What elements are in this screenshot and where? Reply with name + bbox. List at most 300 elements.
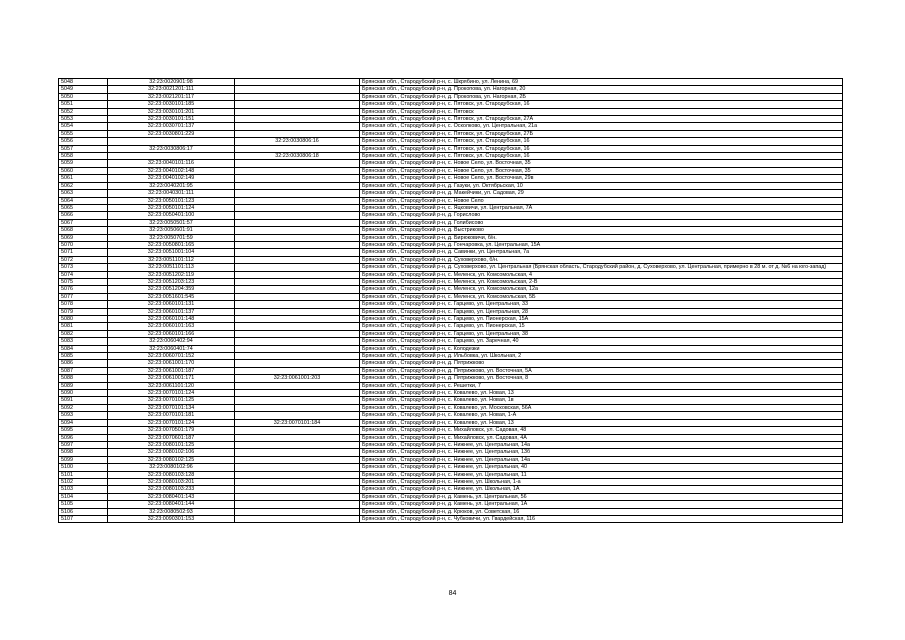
cadastral-number-cell: 32:23:0050801:165 — [108, 241, 235, 248]
table-row — [59, 182, 843, 189]
cadastral-number-cell: 32:23:0051601:545 — [108, 293, 235, 300]
address-cell: Брянская обл., Стародубский р-н, с. Нижнее, ул. Центральная, 13б — [360, 449, 843, 456]
cadastral-number-cell — [108, 138, 235, 145]
address-cell: Брянская обл., Стародубский р-н, с. Гарцево, ул. Центральная, 33 — [360, 301, 843, 308]
related-cadastral-number-cell — [235, 256, 360, 263]
row-number-cell: 5074 — [59, 271, 108, 278]
row-number-cell: 5105 — [59, 501, 108, 508]
address-cell: Брянская обл., Стародубский р-н, д. Горислово — [360, 212, 843, 219]
row-number-cell: 5071 — [59, 249, 108, 256]
cadastral-number-cell: 32:23:0050601:91 — [108, 227, 235, 234]
address-cell: Брянская обл., Стародубский р-н, с. Нижнее, ул. Центральная, 40 — [360, 464, 843, 471]
address-cell: Брянская обл., Стародубский р-н, д. Бирюковичи, б/н. — [360, 234, 843, 241]
row-number-cell: 5101 — [59, 471, 108, 478]
row-number-cell: 5091 — [59, 397, 108, 404]
address-cell: Брянская обл., Стародубский р-н, с. Новое Село, ул. Восточная, 35 — [360, 160, 843, 167]
table-row — [59, 501, 843, 508]
row-number-cell: 5095 — [59, 427, 108, 434]
row-number-cell: 5100 — [59, 464, 108, 471]
row-number-cell: 5086 — [59, 360, 108, 367]
address-cell: Брянская обл., Стародубский р-н, с. Гарцево, ул. Центральная, 28 — [360, 308, 843, 315]
address-cell: Брянская обл., Стародубский р-н, с. Пятовск, ул. Стародубская, 16 — [360, 145, 843, 152]
related-cadastral-number-cell — [235, 508, 360, 515]
cadastral-number-cell: 32:23:0051101:112 — [108, 256, 235, 263]
table-row — [59, 382, 843, 389]
row-number-cell: 5073 — [59, 264, 108, 271]
related-cadastral-number-cell — [235, 219, 360, 226]
cadastral-number-cell: 32:23:0050101:124 — [108, 204, 235, 211]
row-number-cell: 5096 — [59, 434, 108, 441]
address-cell: Брянская обл., Стародубский р-н, с. Меленск, ул. Комсомольская, 2-В — [360, 278, 843, 285]
table-row — [59, 271, 843, 278]
cadastral-number-cell: 32:23:0061001:170 — [108, 360, 235, 367]
row-number-cell: 5097 — [59, 441, 108, 448]
related-cadastral-number-cell — [235, 441, 360, 448]
address-cell: Брянская обл., Стародубский р-н, д. Прокопова, ул. Нагорная, 20 — [360, 86, 843, 93]
table-row — [59, 123, 843, 130]
address-cell: Брянская обл., Стародубский р-н, с. Новое Село, ул. Восточная, 35 — [360, 167, 843, 174]
row-number-cell: 5103 — [59, 486, 108, 493]
row-number-cell: 5061 — [59, 175, 108, 182]
related-cadastral-number-cell — [235, 108, 360, 115]
row-number-cell: 5057 — [59, 145, 108, 152]
table-row — [59, 301, 843, 308]
related-cadastral-number-cell — [235, 464, 360, 471]
row-number-cell: 5084 — [59, 345, 108, 352]
related-cadastral-number-cell — [235, 145, 360, 152]
row-number-cell: 5088 — [59, 375, 108, 382]
related-cadastral-number-cell — [235, 204, 360, 211]
related-cadastral-number-cell — [235, 234, 360, 241]
row-number-cell: 5080 — [59, 316, 108, 323]
table-row — [59, 338, 843, 345]
cadastral-number-cell: 32:23:0080103:201 — [108, 478, 235, 485]
table-row — [59, 190, 843, 197]
cadastral-number-cell: 32:23:0050701:59 — [108, 234, 235, 241]
cadastral-number-cell: 32:23:0061001:171 — [108, 375, 235, 382]
table-row — [59, 219, 843, 226]
row-number-cell: 5062 — [59, 182, 108, 189]
address-cell: Брянская обл., Стародубский р-н, с. Михайловск, ул. Садовая, 48 — [360, 427, 843, 434]
related-cadastral-number-cell — [235, 412, 360, 419]
cadastral-number-cell: 32:23:0080103:233 — [108, 486, 235, 493]
address-cell: Брянская обл., Стародубский р-н, с. Ковалево, ул. Новая, 13 — [360, 419, 843, 426]
related-cadastral-number-cell — [235, 427, 360, 434]
related-cadastral-number-cell — [235, 478, 360, 485]
table-row — [59, 286, 843, 293]
table-row — [59, 93, 843, 100]
table-row — [59, 508, 843, 515]
row-number-cell: 5082 — [59, 330, 108, 337]
related-cadastral-number-cell — [235, 345, 360, 352]
row-number-cell: 5085 — [59, 353, 108, 360]
table-row — [59, 101, 843, 108]
address-cell: Брянская обл., Стародубский р-н, с. Яцковичи, ул. Центральная, 7А — [360, 204, 843, 211]
table-row — [59, 160, 843, 167]
cadastral-number-cell: 32:23:0060402:94 — [108, 338, 235, 345]
table-row — [59, 167, 843, 174]
cadastral-number-cell: 32:23:0030101:151 — [108, 116, 235, 123]
address-cell: Брянская обл., Стародубский р-н, с. Нижнее, ул. Центральная, 14а — [360, 441, 843, 448]
row-number-cell: 5099 — [59, 456, 108, 463]
related-cadastral-number-cell — [235, 353, 360, 360]
row-number-cell: 5050 — [59, 93, 108, 100]
address-cell: Брянская обл., Стародубский р-н, д. Гончаровка, ул. Центральная, 15А — [360, 241, 843, 248]
table-row — [59, 197, 843, 204]
row-number-cell: 5054 — [59, 123, 108, 130]
table-row — [59, 412, 843, 419]
cadastral-number-cell: 32:23:0040301:111 — [108, 190, 235, 197]
related-cadastral-number-cell — [235, 190, 360, 197]
address-cell: Брянская обл., Стародубский р-н, с. Меленск, ул. Комсомольская, 4 — [360, 271, 843, 278]
related-cadastral-number-cell — [235, 338, 360, 345]
cadastral-number-cell: 32:23:0080102:96 — [108, 464, 235, 471]
address-cell: Брянская обл., Стародубский р-н, с. Гарцево, ул. Пионерская, 15 — [360, 323, 843, 330]
row-number-cell: 5083 — [59, 338, 108, 345]
address-cell: Брянская обл., Стародубский р-н, с. Гарцево, ул. Центральная, 38 — [360, 330, 843, 337]
cadastral-number-cell: 32:23:0030101:201 — [108, 108, 235, 115]
row-number-cell: 5078 — [59, 301, 108, 308]
row-number-cell: 5058 — [59, 153, 108, 160]
cadastral-number-cell: 32:23:0080101:125 — [108, 441, 235, 448]
cadastral-number-cell: 32:23:0080502:93 — [108, 508, 235, 515]
related-cadastral-number-cell — [235, 182, 360, 189]
address-cell: Брянская обл., Стародубский р-н, с. Михайловск, ул. Садовая, 4А — [360, 434, 843, 441]
row-number-cell: 5107 — [59, 515, 108, 522]
row-number-cell: 5066 — [59, 212, 108, 219]
row-number-cell: 5076 — [59, 286, 108, 293]
address-cell: Брянская обл., Стародубский р-н, с. Колодезки — [360, 345, 843, 352]
cadastral-number-cell: 32:23:0050501:57 — [108, 219, 235, 226]
row-number-cell: 5065 — [59, 204, 108, 211]
row-number-cell: 5055 — [59, 130, 108, 137]
address-cell: Брянская обл., Стародубский р-н, с. Гарцево, ул. Заречная, 40 — [360, 338, 843, 345]
table-row — [59, 256, 843, 263]
table-row — [59, 367, 843, 374]
table-row — [59, 79, 843, 86]
address-cell: Брянская обл., Стародубский р-н, с. Нижнее, ул. Школьная, 1-а — [360, 478, 843, 485]
table-row — [59, 241, 843, 248]
table-row — [59, 515, 843, 522]
address-cell: Брянская обл., Стародубский р-н, д. Выстриково — [360, 227, 843, 234]
address-cell: Брянская обл., Стародубский р-н, с. Меленск, ул. Комсомольская, 12а — [360, 286, 843, 293]
related-cadastral-number-cell — [235, 79, 360, 86]
row-number-cell: 5093 — [59, 412, 108, 419]
cadastral-number-cell: 32:23:0080401:143 — [108, 493, 235, 500]
related-cadastral-number-cell — [235, 293, 360, 300]
related-cadastral-number-cell — [235, 116, 360, 123]
address-cell: Брянская обл., Стародубский р-н, д. Камень, ул. Центральная, 56 — [360, 493, 843, 500]
related-cadastral-number-cell: 32:23:0030806:18 — [235, 153, 360, 160]
related-cadastral-number-cell — [235, 360, 360, 367]
cadastral-number-cell: 32:23:0080102:125 — [108, 456, 235, 463]
table-row — [59, 471, 843, 478]
related-cadastral-number-cell — [235, 367, 360, 374]
table-row — [59, 323, 843, 330]
address-cell: Брянская обл., Стародубский р-н, д. Крюков, ул. Советская, 16 — [360, 508, 843, 515]
table-row — [59, 175, 843, 182]
related-cadastral-number-cell — [235, 456, 360, 463]
table-row — [59, 330, 843, 337]
cadastral-number-cell: 32:23:0060101:163 — [108, 323, 235, 330]
related-cadastral-number-cell — [235, 271, 360, 278]
table-row — [59, 108, 843, 115]
row-number-cell: 5106 — [59, 508, 108, 515]
related-cadastral-number-cell — [235, 316, 360, 323]
cadastral-number-cell: 32:23:0030101:185 — [108, 101, 235, 108]
table-row — [59, 360, 843, 367]
related-cadastral-number-cell — [235, 123, 360, 130]
related-cadastral-number-cell — [235, 390, 360, 397]
cadastral-number-cell: 32:23:0030701:137 — [108, 123, 235, 130]
row-number-cell: 5072 — [59, 256, 108, 263]
address-cell: Брянская обл., Стародубский р-н, с. Ковалево, ул. Новая, 13 — [360, 390, 843, 397]
table-row — [59, 116, 843, 123]
cadastral-number-cell: 32:23:0051001:104 — [108, 249, 235, 256]
register-table-body — [59, 79, 843, 523]
related-cadastral-number-cell — [235, 434, 360, 441]
address-cell: Брянская обл., Стародубский р-н, с. Новое Село — [360, 197, 843, 204]
table-row — [59, 249, 843, 256]
address-cell: Брянская обл., Стародубский р-н, с. Нижнее, ул. Центральная, 11 — [360, 471, 843, 478]
table-row — [59, 308, 843, 315]
related-cadastral-number-cell — [235, 330, 360, 337]
cadastral-number-cell: 32:23:0061001:187 — [108, 367, 235, 374]
table-row — [59, 404, 843, 411]
address-cell: Брянская обл., Стародубский р-н, с. Нижнее, ул. Центральная, 14а — [360, 456, 843, 463]
related-cadastral-number-cell — [235, 241, 360, 248]
address-cell: Брянская обл., Стародубский р-н, д. Газуки, ул. Октябрьская, 10 — [360, 182, 843, 189]
table-row — [59, 316, 843, 323]
related-cadastral-number-cell — [235, 101, 360, 108]
table-row — [59, 138, 843, 145]
address-cell: Брянская обл., Стародубский р-н, д. Суховерхово, ул. Центральная (Брянская область, Стародубский район, д. Суховерхово, ул. Центральная, примерно в 28 м. от д. №6 на юго-запад) — [360, 264, 843, 271]
related-cadastral-number-cell — [235, 167, 360, 174]
row-number-cell: 5064 — [59, 197, 108, 204]
table-row — [59, 419, 843, 426]
related-cadastral-number-cell — [235, 227, 360, 234]
related-cadastral-number-cell — [235, 486, 360, 493]
related-cadastral-number-cell — [235, 471, 360, 478]
cadastral-number-cell: 32:23:0040102:149 — [108, 175, 235, 182]
cadastral-number-cell: 32:23:0090301:153 — [108, 515, 235, 522]
row-number-cell: 5094 — [59, 419, 108, 426]
table-row — [59, 130, 843, 137]
address-cell: Брянская обл., Стародубский р-н, д. Ильбовка, ул. Школьная, 2 — [360, 353, 843, 360]
table-row — [59, 397, 843, 404]
row-number-cell: 5048 — [59, 79, 108, 86]
cadastral-number-cell: 32:23:0051203:123 — [108, 278, 235, 285]
address-cell: Брянская обл., Стародубский р-н, с. Меленск, ул. Комсомольская, 5Б — [360, 293, 843, 300]
table-row — [59, 353, 843, 360]
row-number-cell: 5049 — [59, 86, 108, 93]
address-cell: Брянская обл., Стародубский р-н, с. Нижнее, ул. Школьная, 1А — [360, 486, 843, 493]
table-row — [59, 212, 843, 219]
address-cell: Брянская обл., Стародубский р-н, с. Пятовск, ул. Стародубская, 27Б — [360, 130, 843, 137]
table-row — [59, 427, 843, 434]
register-table — [58, 78, 843, 523]
row-number-cell: 5063 — [59, 190, 108, 197]
row-number-cell: 5059 — [59, 160, 108, 167]
table-row — [59, 204, 843, 211]
address-cell: Брянская обл., Стародубский р-н, с. Ковалево, ул. Московская, 56А — [360, 404, 843, 411]
row-number-cell: 5068 — [59, 227, 108, 234]
cadastral-number-cell — [108, 153, 235, 160]
register-page — [58, 78, 843, 523]
address-cell: Брянская обл., Стародубский р-н, с. Пятовск, ул. Стародубская, 27А — [360, 116, 843, 123]
cadastral-number-cell: 32:23:0020901:98 — [108, 79, 235, 86]
address-cell: Брянская обл., Стародубский р-н, д. Камень, ул. Центральная, 1А — [360, 501, 843, 508]
cadastral-number-cell: 32:23:0040102:148 — [108, 167, 235, 174]
related-cadastral-number-cell — [235, 286, 360, 293]
row-number-cell: 5053 — [59, 116, 108, 123]
table-row — [59, 456, 843, 463]
related-cadastral-number-cell: 32:23:0061001:203 — [235, 375, 360, 382]
table-row — [59, 441, 843, 448]
related-cadastral-number-cell — [235, 404, 360, 411]
address-cell: Брянская обл., Стародубский р-н, с. Пятовск — [360, 108, 843, 115]
cadastral-number-cell: 32:23:0051202:119 — [108, 271, 235, 278]
address-cell: Брянская обл., Стародубский р-н, д. Макейчики, ул. Садовая, 29 — [360, 190, 843, 197]
page-number: 84 — [448, 590, 457, 597]
address-cell: Брянская обл., Стародубский р-н, д. Суховерхово, б/н. — [360, 256, 843, 263]
address-cell: Брянская обл., Стародубский р-н, с. Шкрябино, ул. Ленина, 69 — [360, 79, 843, 86]
address-cell: Брянская обл., Стародубский р-н, д. Пятрижково — [360, 360, 843, 367]
address-cell: Брянская обл., Стародубский р-н, д. Савинки, ул. Центральная, 7а — [360, 249, 843, 256]
row-number-cell: 5051 — [59, 101, 108, 108]
related-cadastral-number-cell: 32:23:0070101:184 — [235, 419, 360, 426]
table-row — [59, 486, 843, 493]
cadastral-number-cell: 32:23:0021201:111 — [108, 86, 235, 93]
cadastral-number-cell: 32:23:0070101:134 — [108, 404, 235, 411]
related-cadastral-number-cell — [235, 130, 360, 137]
table-row — [59, 345, 843, 352]
related-cadastral-number-cell — [235, 160, 360, 167]
table-row — [59, 478, 843, 485]
address-cell: Брянская обл., Стародубский р-н, д. Пятрижково, ул. Восточная, 5А — [360, 367, 843, 374]
related-cadastral-number-cell — [235, 212, 360, 219]
cadastral-number-cell: 32:23:0070501:179 — [108, 427, 235, 434]
row-number-cell: 5052 — [59, 108, 108, 115]
cadastral-number-cell: 32:23:0070101:124 — [108, 419, 235, 426]
cadastral-number-cell: 32:23:0051204:359 — [108, 286, 235, 293]
related-cadastral-number-cell — [235, 264, 360, 271]
address-cell: Брянская обл., Стародубский р-н, д. Прокопова, ул. Нагорная, 2Б — [360, 93, 843, 100]
address-cell: Брянская обл., Стародубский р-н, д. Голибисово — [360, 219, 843, 226]
address-cell: Брянская обл., Стародубский р-н, с. Ковалево, ул. Новая, 1-А — [360, 412, 843, 419]
row-number-cell: 5090 — [59, 390, 108, 397]
address-cell: Брянская обл., Стародубский р-н, с. Новое Село, ул. Восточная, 29в — [360, 175, 843, 182]
table-row — [59, 227, 843, 234]
address-cell: Брянская обл., Стародубский р-н, с. Решетки, 7 — [360, 382, 843, 389]
cadastral-number-cell: 32:23:0080102:106 — [108, 449, 235, 456]
address-cell: Брянская обл., Стародубский р-н, с. Пятовск, ул. Стародубская, 16 — [360, 101, 843, 108]
cadastral-number-cell: 32:23:0070101:125 — [108, 397, 235, 404]
cadastral-number-cell: 32:23:0070601:187 — [108, 434, 235, 441]
table-row — [59, 434, 843, 441]
related-cadastral-number-cell — [235, 301, 360, 308]
cadastral-number-cell: 32:23:0060101:166 — [108, 330, 235, 337]
table-row — [59, 493, 843, 500]
related-cadastral-number-cell — [235, 86, 360, 93]
cadastral-number-cell: 32:23:0070101:124 — [108, 390, 235, 397]
related-cadastral-number-cell — [235, 278, 360, 285]
row-number-cell: 5060 — [59, 167, 108, 174]
related-cadastral-number-cell — [235, 449, 360, 456]
related-cadastral-number-cell — [235, 397, 360, 404]
cadastral-number-cell: 32:23:0080401:144 — [108, 501, 235, 508]
table-row — [59, 153, 843, 160]
row-number-cell: 5081 — [59, 323, 108, 330]
table-row — [59, 390, 843, 397]
row-number-cell: 5069 — [59, 234, 108, 241]
row-number-cell: 5098 — [59, 449, 108, 456]
related-cadastral-number-cell — [235, 93, 360, 100]
related-cadastral-number-cell — [235, 382, 360, 389]
related-cadastral-number-cell — [235, 197, 360, 204]
related-cadastral-number-cell — [235, 493, 360, 500]
row-number-cell: 5067 — [59, 219, 108, 226]
table-row — [59, 449, 843, 456]
related-cadastral-number-cell — [235, 249, 360, 256]
row-number-cell: 5070 — [59, 241, 108, 248]
cadastral-number-cell: 32:23:0060101:131 — [108, 301, 235, 308]
related-cadastral-number-cell — [235, 308, 360, 315]
row-number-cell: 5077 — [59, 293, 108, 300]
table-row — [59, 278, 843, 285]
address-cell: Брянская обл., Стародубский р-н, с. Пятовск, ул. Стародубская, 16 — [360, 138, 843, 145]
cadastral-number-cell: 32:23:0060401:74 — [108, 345, 235, 352]
table-row — [59, 375, 843, 382]
cadastral-number-cell: 32:23:0060101:148 — [108, 316, 235, 323]
table-row — [59, 86, 843, 93]
related-cadastral-number-cell — [235, 175, 360, 182]
cadastral-number-cell: 32:23:0021201:117 — [108, 93, 235, 100]
related-cadastral-number-cell — [235, 323, 360, 330]
row-number-cell: 5079 — [59, 308, 108, 315]
cadastral-number-cell: 32:23:0030801:229 — [108, 130, 235, 137]
table-row — [59, 293, 843, 300]
address-cell: Брянская обл., Стародубский р-н, с. Ковалево, ул. Новая, 1в — [360, 397, 843, 404]
row-number-cell: 5089 — [59, 382, 108, 389]
row-number-cell: 5075 — [59, 278, 108, 285]
cadastral-number-cell: 32:23:0060101:137 — [108, 308, 235, 315]
related-cadastral-number-cell — [235, 501, 360, 508]
address-cell: Брянская обл., Стародубский р-н, с. Осколково, ул. Центральная, 21а — [360, 123, 843, 130]
related-cadastral-number-cell: 32:23:0030806:16 — [235, 138, 360, 145]
cadastral-number-cell: 32:23:0050401:100 — [108, 212, 235, 219]
row-number-cell: 5056 — [59, 138, 108, 145]
table-row — [59, 464, 843, 471]
row-number-cell: 5092 — [59, 404, 108, 411]
address-cell: Брянская обл., Стародубский р-н, д. Пятрижково, ул. Восточная, 8 — [360, 375, 843, 382]
row-number-cell: 5087 — [59, 367, 108, 374]
cadastral-number-cell: 32:23:0080103:128 — [108, 471, 235, 478]
table-row — [59, 264, 843, 271]
address-cell: Брянская обл., Стародубский р-н, с. Чубковичи, ул. Гвардейская, 116 — [360, 515, 843, 522]
cadastral-number-cell: 32:23:0050101:123 — [108, 197, 235, 204]
cadastral-number-cell: 32:23:0030806:17 — [108, 145, 235, 152]
cadastral-number-cell: 32:23:0040201:95 — [108, 182, 235, 189]
related-cadastral-number-cell — [235, 515, 360, 522]
cadastral-number-cell: 32:23:0051101:113 — [108, 264, 235, 271]
address-cell: Брянская обл., Стародубский р-н, с. Гарцево, ул. Пионерская, 15А — [360, 316, 843, 323]
cadastral-number-cell: 32:23:0070101:181 — [108, 412, 235, 419]
address-cell: Брянская обл., Стародубский р-н, с. Пятовск, ул. Стародубская, 16 — [360, 153, 843, 160]
table-row — [59, 234, 843, 241]
table-row — [59, 145, 843, 152]
cadastral-number-cell: 32:23:0061101:120 — [108, 382, 235, 389]
